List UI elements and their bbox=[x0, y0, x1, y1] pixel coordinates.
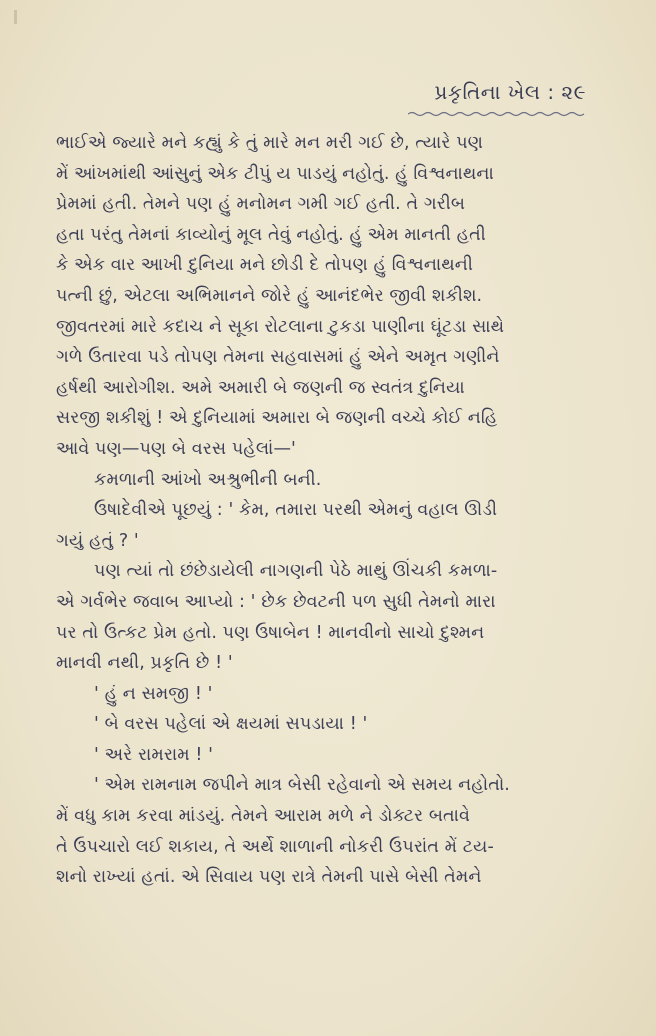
text-line: તે ઉપચારો લઈ શકાય, તે અર્થે શાળાની નોકરી ઉપરાંત મેં ટય- bbox=[56, 836, 494, 857]
text-line: ભાઈએ જ્યારે મને કહ્યું કે તું મારે મન મરી ગઈ છે, ત્યારે પણ bbox=[56, 133, 484, 153]
text-line: પર તો ઉત્કટ પ્રેમ હતો. પણ ઉષાબેન ! માનવીનો સાચો દુશ્મન bbox=[56, 622, 485, 643]
text-line: શનો રાખ્યાં હતાં. એ સિવાય પણ રાત્રે તેમની પાસે બેસી તેમને bbox=[56, 867, 482, 888]
text-line: ' બે વરસ પહેલાં એ ક્ષયમાં સપડાયા ! ' bbox=[94, 714, 368, 735]
text-line: સરજી શકીશું ! એ દુનિયામાં અમારા બે જણની વચ્ચે કોઈ નહિ bbox=[56, 408, 498, 429]
text-line: માનવી નથી, પ્રકૃતિ છે ! ' bbox=[56, 653, 233, 674]
text-line: હર્ષથી આરોગીશ. અમે અમારી બે જણની જ સ્વતંત્ર દુનિયા bbox=[56, 377, 465, 398]
text-line: ' હું ન સમજી ! ' bbox=[94, 683, 213, 704]
running-head-rule bbox=[408, 110, 586, 118]
text-line: મેં વધુ કામ કરવા માંડયું. તેમને આરામ મળે ને ડોક્ટર બતાવે bbox=[56, 806, 470, 827]
text-line: ' અરે રામરામ ! ' bbox=[94, 744, 214, 765]
text-line: મેં આંખમાંથી આંસુનું એક ટીપું ય પાડયું નહોતું. હું વિશ્વનાથના bbox=[56, 163, 494, 184]
text-line: પણ ત્યાં તો છંછેડાયેલી નાગણની પેઠે માથું ઊંચકી કમળા- bbox=[94, 561, 498, 582]
running-head: પ્રકૃતિના ખેલ : ૨૯ bbox=[434, 80, 586, 104]
text-line: પત્ની છું, એટલા અભિમાનને જોરે હું આનંદભેર જીવી શકીશ. bbox=[56, 285, 483, 306]
text-line: આવે પણ—પણ બે વરસ પહેલાં—' bbox=[56, 438, 296, 459]
text-line: કે એક વાર આખી દુનિયા મને છોડી દે તોપણ હું વિશ્વનાથની bbox=[56, 255, 473, 276]
text-line: કમળાની આંખો અશ્રુભીની બની. bbox=[94, 469, 322, 490]
text-line: પ્રેમમાં હતી. તેમને પણ હું મનોમન ગમી ગઈ હતી. તે ગરીબ bbox=[56, 194, 466, 215]
page-corner-mark bbox=[14, 10, 17, 24]
text-line: ' એમ રામનામ જપીને માત્ર બેસી રહેવાનો એ સમય નહોતો. bbox=[94, 775, 510, 796]
text-line: હતા પરંતુ તેમનાં કાવ્યોનું મૂલ તેવું નહોતું. હું એમ માનતી હતી bbox=[56, 224, 486, 245]
text-line: એ ગર્વભેર જવાબ આપ્યો : ' છેક છેવટની પળ સુધી તેમનો મારા bbox=[56, 591, 496, 612]
text-line: ગળે ઉતારવા પડે તોપણ તેમના સહવાસમાં હું એને અમૃત ગણીને bbox=[56, 347, 500, 368]
text-line: ઉષાદેવીએ પૂછયું : ' કેમ, તમારા પરથી એમનું વહાલ ઊડી bbox=[94, 500, 498, 521]
text-line: જીવતરમાં મારે કદાચ ને સૂકા રોટલાના ટુકડા પાણીના ઘૂંટડા સાથે bbox=[56, 316, 505, 337]
body-text bbox=[56, 128, 600, 893]
text-line: ગયું હતું ? ' bbox=[56, 530, 139, 551]
